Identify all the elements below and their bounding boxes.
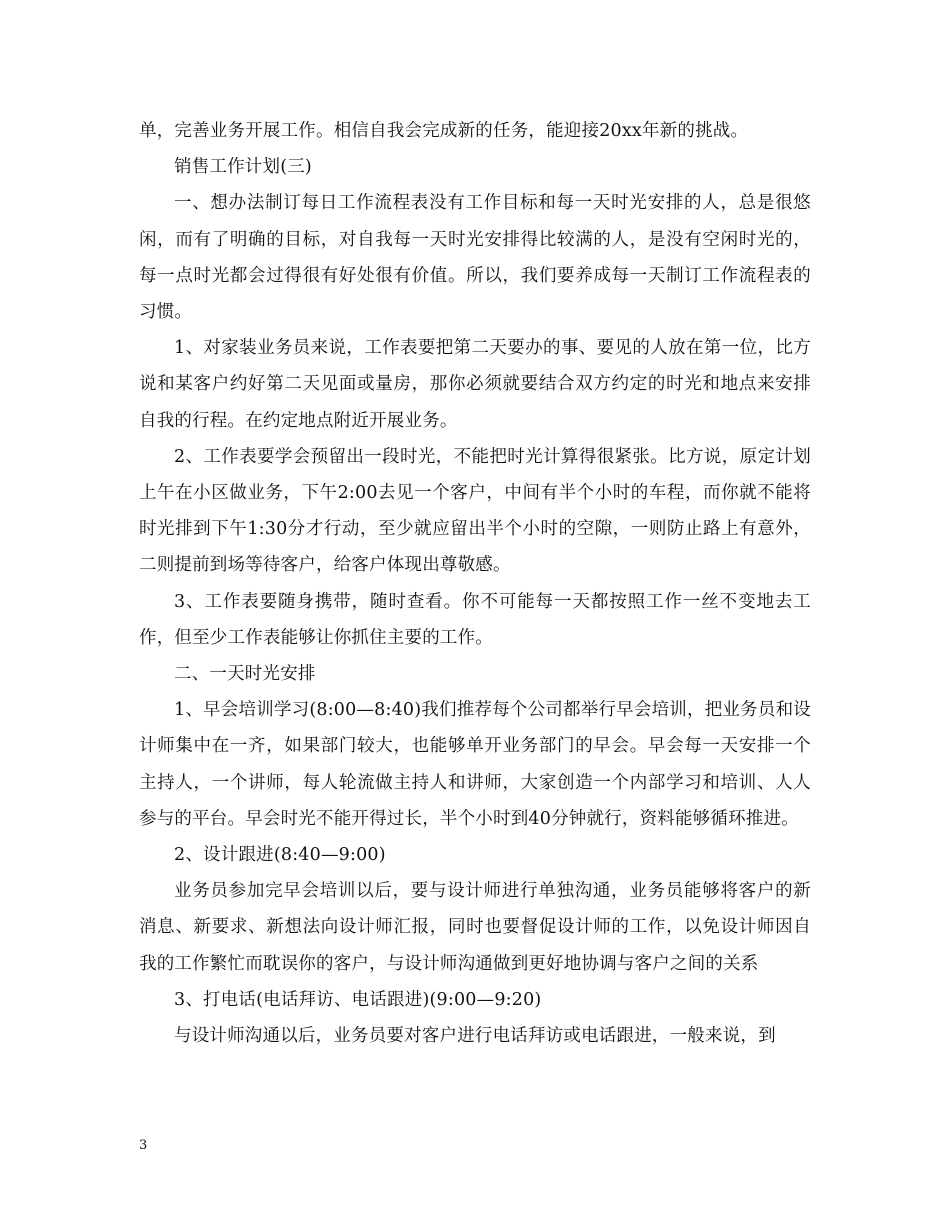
paragraph-design-communication: 业务员参加完早会培训以后，要与设计师进行单独沟通，业务员能够将客户的新消息、新要求、新想法向设计师汇报，同时也要督促设计师的工作，以免设计师因自我的工作繁忙而耽误你的客户，与设计师沟通做到更好地协调与客户之间的关系 <box>139 881 811 974</box>
page-number: 3 <box>139 1138 148 1153</box>
paragraph-continuation: 单，完善业务开展工作。相信自我会完成新的任务，能迎接20xx年新的挑战。 <box>139 121 749 141</box>
paragraph-workflow-table: 一、想办法制订每日工作流程表没有工作目标和每一天时光安排的人，总是很悠闲，而有了明确的目标，对自我每一天时光安排得比较满的人，是没有空闲时光的，每一点时光都会过得很有好处很有价值。所以，我们要养成每一天制订工作流程表的习惯。 <box>139 193 811 323</box>
subheading-design-followup: 2、设计跟进(8:40—9:00) <box>174 845 386 866</box>
paragraph-phone-followup: 与设计师沟通以后，业务员要对客户进行电话拜访或电话跟进，一般来说，到 <box>174 1026 776 1047</box>
paragraph-point-1: 1、对家装业务员来说，工作表要把第二天要办的事、要见的人放在第一位，比方说和某客户约好第二天见面或量房，那你必须就要结合双方约定的时光和地点来安排自我的行程。在约定地点附近开展业务。 <box>139 338 811 431</box>
document-body <box>139 113 811 1054</box>
subheading-phone-calls: 3、打电话(电话拜访、电话跟进)(9:00—9:20) <box>174 989 542 1010</box>
paragraph-morning-training: 1、早会培训学习(8:00—8:40)我们推荐每个公司都举行早会培训，把业务员和设计师集中在一齐，如果部门较大，也能够单开业务部门的早会。早会每一天安排一个主持人，一个讲师，每人轮流做主持人和讲师，大家创造一个内部学习和培训、人人参与的平台。早会时光不能开得过长，半个小时到40分钟就行，资料能够循环推进。 <box>139 700 811 829</box>
paragraph-point-2: 2、工作表要学会预留出一段时光，不能把时光计算得很紧张。比方说，原定计划上午在小区做业务，下午2:00去见一个客户，中间有半个小时的车程，而你就不能将时光排到下午1:30分才行动，至少就应留出半个小时的空隙，一则防止路上有意外，二则提前到场等待客户，给客户体现出尊敬感。 <box>139 446 811 576</box>
subheading-daily-schedule: 二、一天时光安排 <box>174 664 316 685</box>
section-heading: 销售工作计划(三) <box>174 157 312 178</box>
paragraph-point-3: 3、工作表要随身携带，随时查看。你不可能每一天都按照工作一丝不变地去工作，但至少工作表能够让你抓住主要的工作。 <box>139 591 811 648</box>
